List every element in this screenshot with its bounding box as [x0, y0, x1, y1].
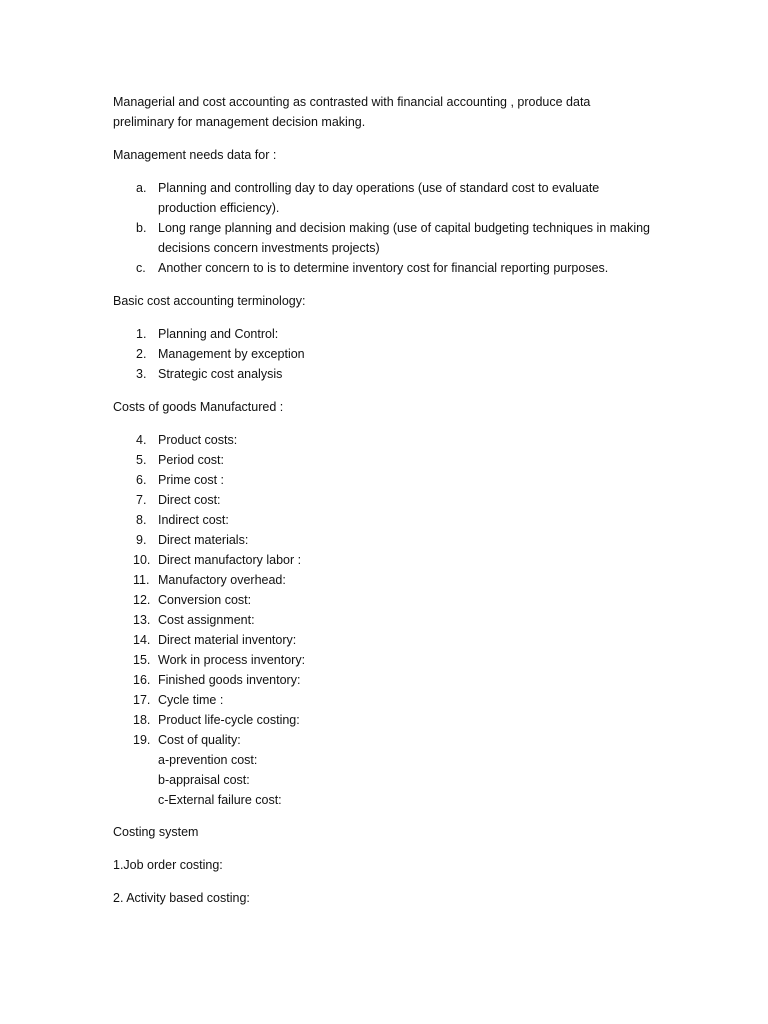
list-marker: 17. — [133, 693, 151, 707]
list-item-text: Period cost: — [158, 453, 225, 467]
list-item-text: decisions concern investments projects) — [158, 241, 380, 255]
cogm-heading: Costs of goods Manufactured : — [113, 400, 284, 414]
list-marker: 10. — [133, 553, 151, 567]
sub-item-text: a-prevention cost: — [158, 753, 258, 767]
list-marker: a. — [136, 181, 147, 195]
list-marker: c. — [136, 261, 146, 275]
list-item-text: Manufactory overhead: — [158, 573, 286, 587]
costing-system-item: 2. Activity based costing: — [113, 891, 250, 905]
intro-line-1: Managerial and cost accounting as contrasted with financial accounting , produce data — [113, 95, 591, 109]
list-marker: 14. — [133, 633, 151, 647]
terminology-heading: Basic cost accounting terminology: — [113, 294, 306, 308]
list-item-text: Cost of quality: — [158, 733, 241, 747]
list-item-text: production efficiency). — [158, 201, 280, 215]
management-needs-heading: Management needs data for : — [113, 148, 277, 162]
list-marker: 19. — [133, 733, 151, 747]
sub-item-text: c-External failure cost: — [158, 793, 282, 807]
list-item-text: Direct cost: — [158, 493, 221, 507]
list-item-text: Planning and controlling day to day operations (use of standard cost to evaluate — [158, 181, 600, 195]
list-marker: 5. — [136, 453, 147, 467]
list-item-text: Direct manufactory labor : — [158, 553, 302, 567]
costing-system-heading: Costing system — [113, 825, 199, 839]
list-marker: b. — [136, 221, 147, 235]
list-marker: 13. — [133, 613, 151, 627]
list-item-text: Strategic cost analysis — [158, 367, 283, 381]
list-item-text: Product life-cycle costing: — [158, 713, 300, 727]
list-marker: 12. — [133, 593, 151, 607]
intro-line-2: preliminary for management decision making. — [113, 115, 366, 129]
list-marker: 18. — [133, 713, 151, 727]
costing-system-item: 1.Job order costing: — [113, 858, 223, 872]
list-item-text: Cycle time : — [158, 693, 224, 707]
list-item-text: Direct materials: — [158, 533, 249, 547]
list-item-text: Long range planning and decision making (use of capital budgeting techniques in making — [158, 221, 651, 235]
list-marker: 16. — [133, 673, 151, 687]
list-marker: 1. — [136, 327, 147, 341]
sub-item-text: b-appraisal cost: — [158, 773, 250, 787]
list-item-text: Management by exception — [158, 347, 305, 361]
list-marker: 7. — [136, 493, 147, 507]
list-marker: 4. — [136, 433, 147, 447]
list-item-text: Product costs: — [158, 433, 238, 447]
list-item-text: Direct material inventory: — [158, 633, 297, 647]
list-item-text: Another concern to is to determine inventory cost for financial reporting purposes. — [158, 261, 609, 275]
list-marker: 3. — [136, 367, 147, 381]
list-marker: 15. — [133, 653, 151, 667]
list-marker: 2. — [136, 347, 147, 361]
list-marker: 9. — [136, 533, 147, 547]
list-item-text: Finished goods inventory: — [158, 673, 301, 687]
list-marker: 6. — [136, 473, 147, 487]
list-item-text: Conversion cost: — [158, 593, 252, 607]
list-marker: 8. — [136, 513, 147, 527]
list-item-text: Cost assignment: — [158, 613, 255, 627]
list-item-text: Prime cost : — [158, 473, 224, 487]
list-marker: 11. — [133, 573, 150, 587]
list-item-text: Indirect cost: — [158, 513, 229, 527]
list-item-text: Work in process inventory: — [158, 653, 306, 667]
list-item-text: Planning and Control: — [158, 327, 279, 341]
